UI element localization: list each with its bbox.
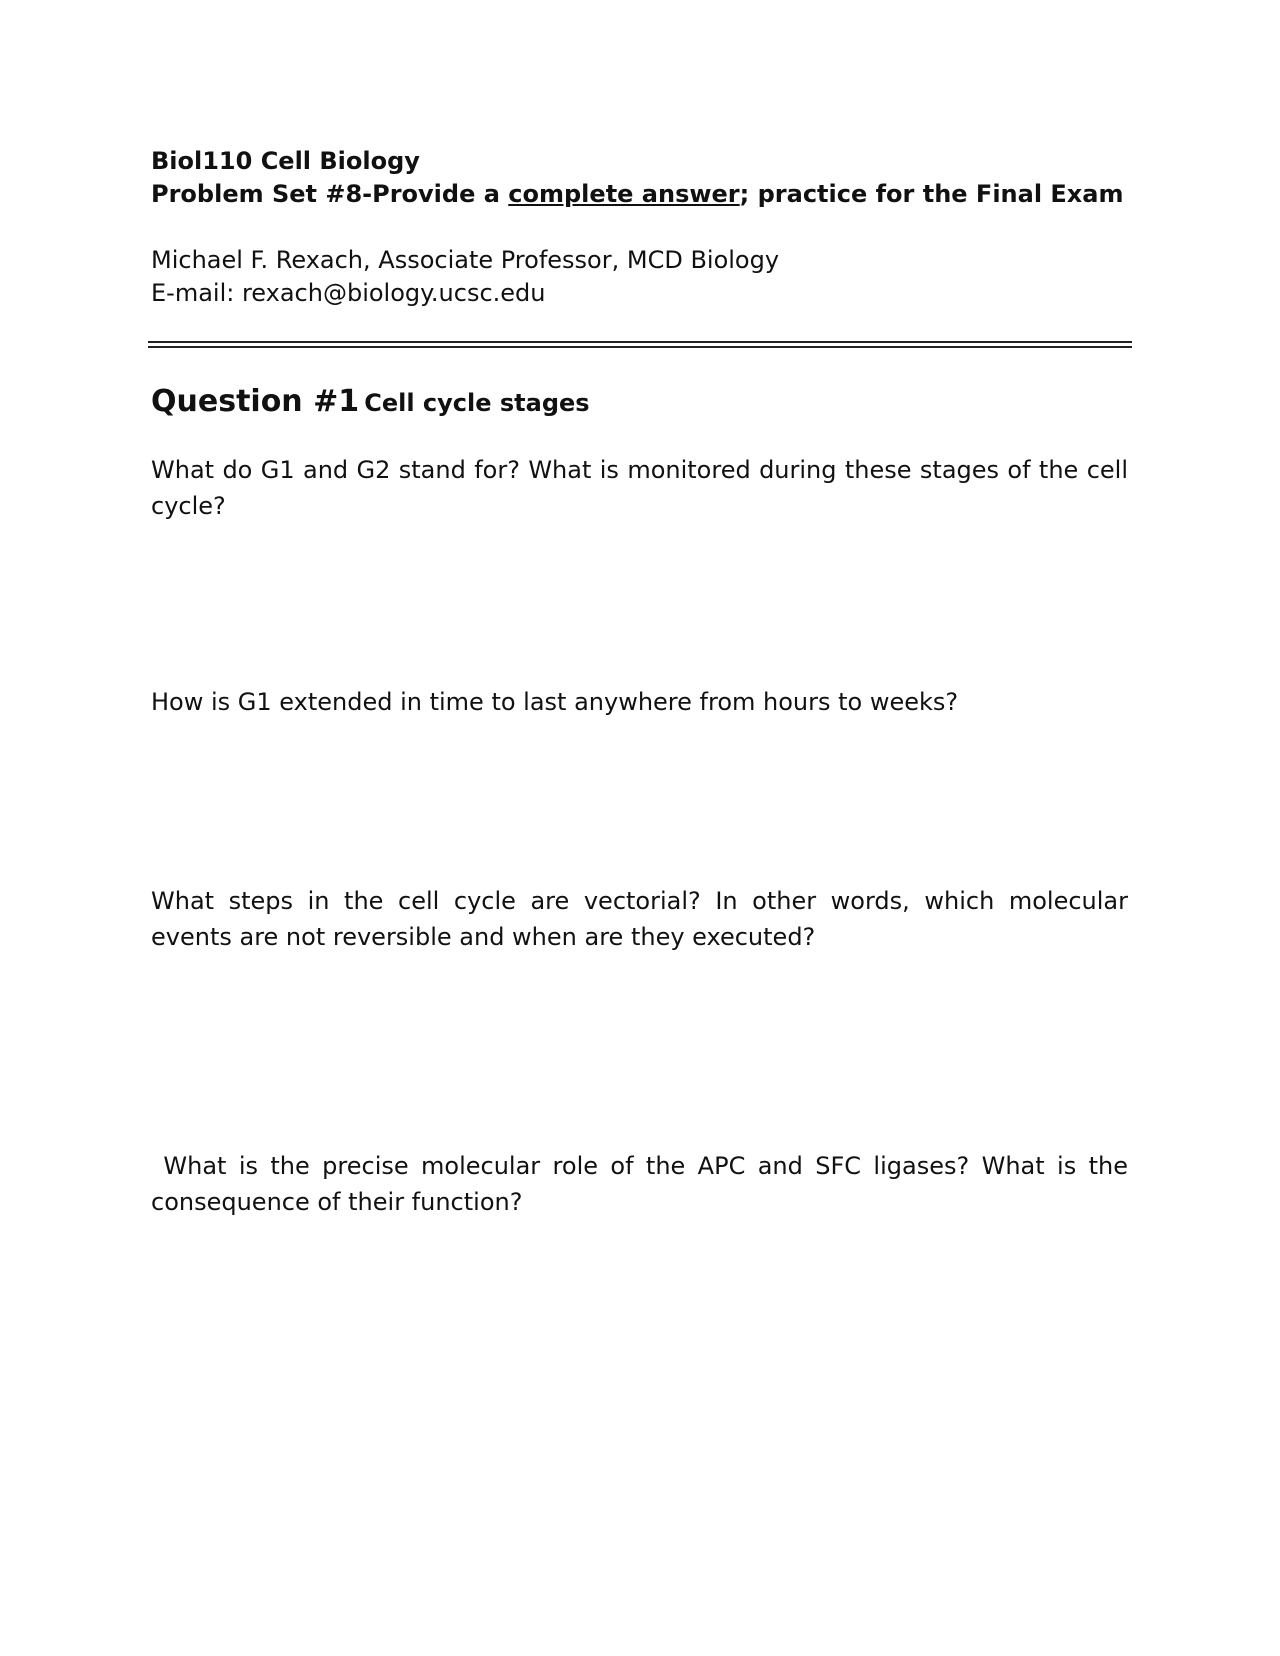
problem-set-emphasis: complete answer <box>508 180 740 208</box>
question-heading <box>151 384 590 424</box>
question-topic: Cell cycle stages <box>364 389 590 417</box>
author-line: Michael F. Rexach, Associate Professor, MCD Biology <box>151 246 780 274</box>
prompt-2: How is G1 extended in time to last anywhere from hours to weeks? <box>151 688 959 716</box>
prompt-3: What steps in the cell cycle are vectorial? In other words, which molecular events are not reversible and when are they executed? <box>151 887 1128 951</box>
header-divider-top <box>148 341 1132 343</box>
prompt-4: What is the precise molecular role of the APC and SFC ligases? What is the consequence of their function? <box>151 1152 1136 1216</box>
email-line: E-mail: rexach@biology.ucsc.edu <box>151 279 546 307</box>
problem-set-title <box>151 176 1123 212</box>
header-divider-bottom <box>148 346 1132 348</box>
problem-set-suffix: ; practice for the Final Exam <box>739 180 1124 208</box>
course-title: Biol110 Cell Biology <box>151 147 420 175</box>
question-number: Question #1 <box>151 384 360 419</box>
prompt-1: What do G1 and G2 stand for? What is monitored during these stages of the cell cycle? <box>151 456 1128 520</box>
problem-set-prefix: Problem Set #8-Provide a <box>151 180 509 208</box>
